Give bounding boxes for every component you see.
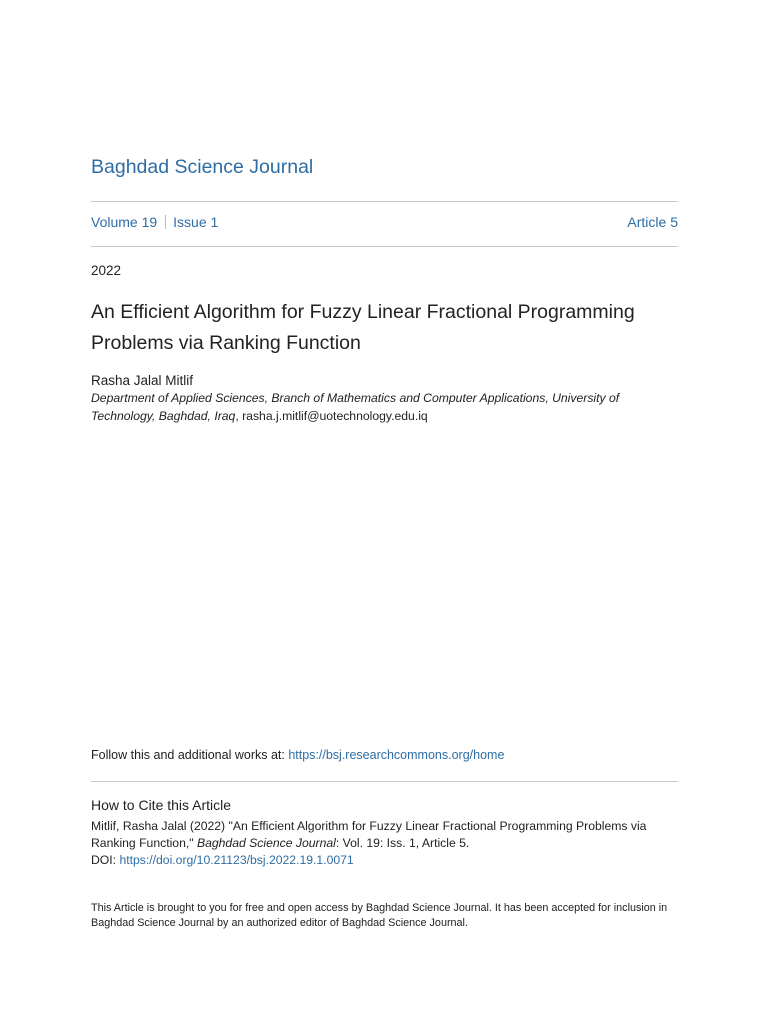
doi-prefix: DOI: xyxy=(91,853,120,867)
divider-issue xyxy=(91,246,678,247)
follow-line xyxy=(91,748,504,762)
citation-text xyxy=(91,818,678,869)
citation-journal: Baghdad Science Journal xyxy=(196,836,336,850)
cite-heading: How to Cite this Article xyxy=(91,797,232,813)
publication-year: 2022 xyxy=(91,263,122,278)
author-email: rasha.j.mitlif@uotechnology.edu.iq xyxy=(242,409,428,423)
repository-link[interactable]: https://bsj.researchcommons.org/home xyxy=(288,748,505,762)
affiliation-text: Department of Applied Sciences, Branch of Mathematics and Computer Applications, University of Technology, Baghdad, Iraq xyxy=(91,391,620,423)
volume-link[interactable]: Volume 19 xyxy=(91,214,158,230)
open-access-notice: This Article is brought to you for free and open access by Baghdad Science Journal. It has been accepted for inclusion in Baghdad Science Journal by an authorized editor of Baghdad Science Journal. xyxy=(91,902,668,929)
article-number-link[interactable]: Article 5 xyxy=(627,214,678,230)
author-name: Rasha Jalal Mitlif xyxy=(91,373,194,388)
divider-cite xyxy=(91,781,678,782)
citation-volume: : Vol. 19: Iss. 1, Article 5. xyxy=(335,836,470,850)
divider-top xyxy=(91,201,678,202)
journal-title-link[interactable]: Baghdad Science Journal xyxy=(91,156,314,178)
article-title: An Efficient Algorithm for Fuzzy Linear Fractional Programming Problems via Ranking Function xyxy=(91,301,635,354)
separator xyxy=(165,215,166,229)
issue-navigation xyxy=(91,214,678,232)
citation-main: Mitlif, Rasha Jalal (2022) "An Efficient Algorithm for Fuzzy Linear Fractional Programming Problems via Ranking Function," xyxy=(91,819,647,850)
volume-issue-group xyxy=(91,214,218,230)
issue-link[interactable]: Issue 1 xyxy=(173,214,219,230)
author-affiliation: Department of Applied Sciences, Branch of Mathematics and Computer Applications, University of Technology, Baghdad, Iraq, rasha.j.mitlif@uotechnology.edu.iq xyxy=(91,391,620,423)
doi-link[interactable]: https://doi.org/10.21123/bsj.2022.19.1.0071 xyxy=(119,853,354,867)
follow-prefix: Follow this and additional works at: xyxy=(91,748,289,762)
